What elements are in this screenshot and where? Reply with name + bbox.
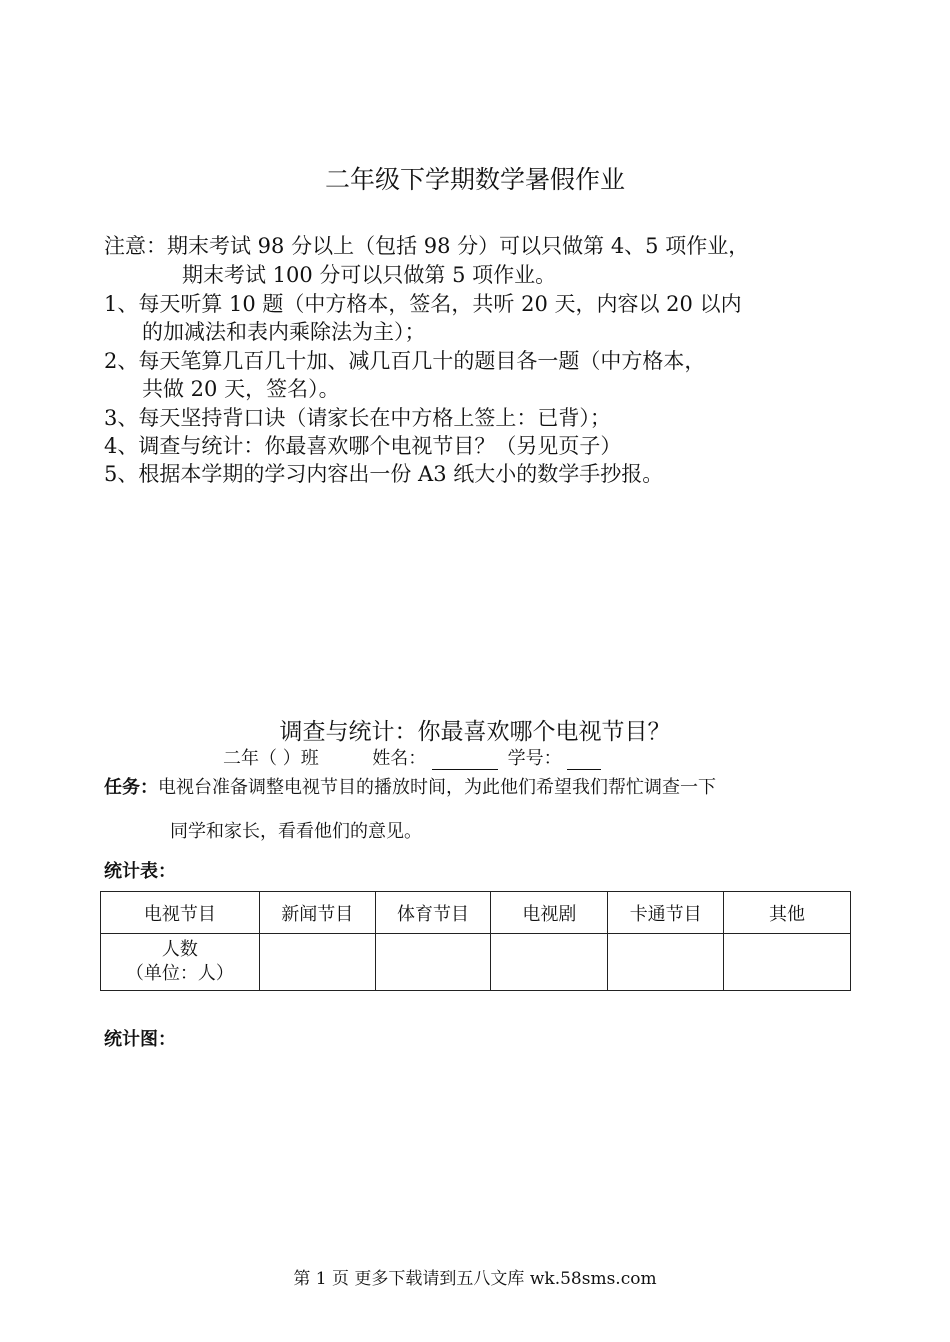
item-3: 3、每天坚持背口诀（请家长在中方格上签上：已背）； [104,406,611,430]
notice-line-1: 注意：期末考试 98 分以上（包括 98 分）可以只做第 4、5 项作业， [104,234,750,258]
table-cell[interactable] [491,934,608,991]
chart-label: 统计图： [104,1029,176,1050]
item-1-line-2: 的加减法和表内乘除法为主）； [142,320,426,344]
task-line-2: 同学和家长，看看他们的意见。 [170,821,422,842]
notice-line-2: 期末考试 100 分可以只做第 5 项作业。 [182,263,557,287]
task-text-1: 电视台准备调整电视节目的播放时间，为此他们希望我们帮忙调查一下 [158,777,716,798]
item-2-line-1: 2、每天笔算几百几十加、减几百几十的题目各一题（中方格本， [104,349,706,373]
table-cell[interactable] [608,934,724,991]
name-label: 姓名： [372,748,427,769]
number-label: 学号： [507,748,562,769]
page-footer: 第 1 页 更多下载请到五八文库 wk.58sms.com [293,1269,657,1289]
row-label-cell [101,934,260,991]
task-label: 任务： [104,777,158,798]
table-cell[interactable] [259,934,375,991]
row-label-line-1: 人数 [161,939,198,960]
table-cell[interactable] [724,934,851,991]
header-cell: 其他 [724,892,851,934]
header-cell: 电视节目 [101,892,260,934]
header-cell: 电视剧 [491,892,608,934]
item-1-line-1: 1、每天听算 10 题（中方格本，签名，共听 20 天，内容以 20 以内 [104,292,742,316]
statistics-table [100,891,851,991]
class-label: 二年（ ）班 [223,748,319,769]
survey-title: 调查与统计：你最喜欢哪个电视节目？ [279,719,671,745]
item-5: 5、根据本学期的学习内容出一份 A3 纸大小的数学手抄报。 [104,462,664,486]
task-line-1 [104,773,716,799]
table-label: 统计表： [104,861,176,882]
table-row [101,934,851,991]
item-4: 4、调查与统计：你最喜欢哪个电视节目？（另见页子） [104,434,622,458]
table-header-row [101,892,851,934]
header-cell: 新闻节目 [259,892,375,934]
name-blank[interactable] [432,751,498,770]
header-cell: 卡通节目 [608,892,724,934]
number-blank[interactable] [567,751,601,770]
page-title: 二年级下学期数学暑假作业 [324,165,625,194]
table-cell[interactable] [375,934,491,991]
header-cell: 体育节目 [375,892,491,934]
student-info [223,744,601,770]
row-label-line-2: （单位：人） [125,963,234,984]
item-2-line-2: 共做 20 天，签名）。 [142,377,340,401]
